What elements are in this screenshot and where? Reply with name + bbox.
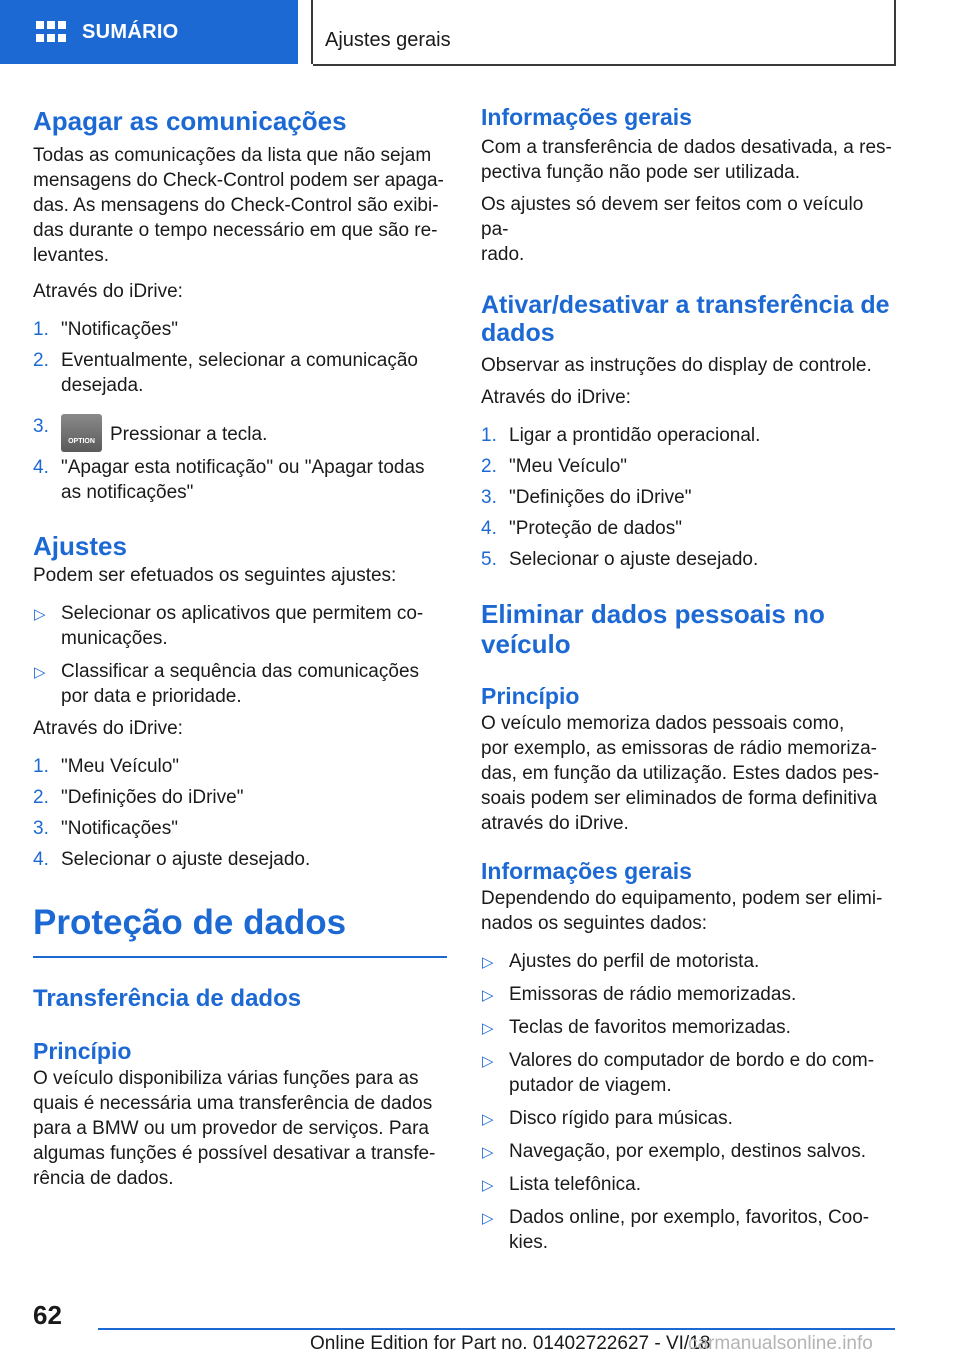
- eliminar-info-body: Dependendo do equipamento, podem ser elimi- nados os seguintes dados:: [481, 888, 883, 934]
- option-button-icon: [61, 414, 102, 452]
- list-item: 4. "Proteção de dados": [481, 518, 682, 539]
- list-item: ▷ Teclas de favoritos memorizadas.: [481, 1015, 895, 1040]
- list-item: ▷ Emissoras de rádio memorizadas.: [481, 982, 895, 1007]
- list-item: 2. "Definições do iDrive": [33, 787, 244, 808]
- list-item: ▷ Lista telefônica.: [481, 1172, 895, 1197]
- bullet-triangle-icon: ▷: [482, 1020, 494, 1037]
- heading-principio-eliminar: Princípio: [481, 683, 580, 709]
- toc-button[interactable]: [0, 0, 298, 64]
- right-column: [481, 100, 895, 1255]
- apagar-body: Todas as comunicações da lista que não sejam mensagens do Check-Control podem ser apaga- das. As mensagens do Check-Control são exibi- das durante o tempo necessário em que são re- levantes.: [33, 145, 444, 266]
- heading-transferencia: Transferência de dados: [33, 985, 302, 1012]
- bullet-triangle-icon: ▷: [482, 987, 494, 1004]
- bullet-triangle-icon: ▷: [34, 606, 46, 623]
- page-number: 62: [33, 1300, 62, 1330]
- principio-body: O veículo disponibiliza várias funções para as quais é necessária uma transferência de dados para a BMW ou um provedor de serviços. Para algumas funções é possível desativar a transfe- rência de dados.: [33, 1068, 436, 1189]
- list-item: 3. "Notificações": [33, 818, 178, 839]
- section-title: Ajustes gerais: [325, 29, 451, 51]
- list-item: ▷ Classificar a sequência das comunicações por data e prioridade.: [34, 661, 420, 707]
- list-item: 4. "Apagar esta notificação" ou "Apagar todas as notificações": [33, 457, 425, 503]
- list-item: ▷ Disco rígido para músicas.: [481, 1106, 895, 1131]
- ativar-via: Através do iDrive:: [481, 387, 631, 408]
- ativar-steps: [481, 423, 895, 572]
- heading-principio: Princípio: [33, 1038, 132, 1064]
- footer-rule: [98, 1328, 895, 1330]
- watermark: carmanualsonline.info: [688, 1333, 873, 1354]
- list-item: ▷ Valores do computador de bordo e do com- putador de viagem.: [482, 1050, 875, 1096]
- heading-eliminar: Eliminar dados pessoais no veículo: [481, 599, 825, 659]
- eliminar-bullets: [481, 949, 895, 1255]
- footer-edition: Online Edition for Part no. 01402722627 - VI/18: [310, 1333, 711, 1354]
- left-column: [33, 100, 447, 1191]
- bullet-triangle-icon: ▷: [482, 1111, 494, 1128]
- eliminar-principio-body: O veículo memoriza dados pessoais como, por exemplo, as emissoras de rádio memoriza- das, em função da utilização. Estes dados pes- soais podem ser eliminados de forma definitiva através do iDrive.: [481, 713, 880, 834]
- list-item: 1. "Meu Veículo": [33, 756, 180, 777]
- ativar-body: Observar as instruções do display de controle.: [481, 355, 872, 376]
- list-item: ▷ Ajustes do perfil de motorista.: [481, 949, 895, 974]
- toc-label: SUMÁRIO: [82, 20, 179, 43]
- bullet-triangle-icon: ▷: [482, 1177, 494, 1194]
- apagar-via: Através do iDrive:: [33, 281, 183, 302]
- heading-info-gerais: Informações gerais: [481, 104, 692, 130]
- list-item: 4. Selecionar o ajuste desejado.: [33, 849, 311, 870]
- list-item: 1. Ligar a prontidão operacional.: [481, 425, 761, 446]
- bullet-triangle-icon: ▷: [482, 954, 494, 971]
- list-item: ▷ Navegação, por exemplo, destinos salvos.: [481, 1139, 895, 1164]
- ajustes-bullets: [33, 601, 447, 709]
- bullet-triangle-icon: ▷: [482, 1053, 494, 1070]
- list-item: 1. "Notificações": [33, 319, 178, 340]
- ajustes-steps: [33, 754, 447, 872]
- bullet-triangle-icon: ▷: [482, 1210, 494, 1227]
- list-item: ▷ Dados online, por exemplo, favoritos, Coo- kies.: [482, 1207, 870, 1253]
- list-item: 2. Eventualmente, selecionar a comunicação desejada.: [33, 350, 418, 396]
- list-item: 3. "Definições do iDrive": [481, 487, 692, 508]
- heading-apagar: Apagar as comunicações: [33, 106, 347, 136]
- list-item: ▷ Selecionar os aplicativos que permitem co- municações.: [34, 603, 424, 649]
- heading-ativar: Ativar/desativar a transferência de dados: [481, 291, 890, 347]
- heading-protecao: Proteção de dados: [33, 903, 347, 942]
- info-p1: Com a transferência de dados desativada, a res- pectiva função não pode ser utilizada.: [481, 137, 892, 183]
- bullet-triangle-icon: ▷: [34, 664, 46, 681]
- apagar-steps: [33, 317, 447, 505]
- ajustes-intro: Podem ser efetuados os seguintes ajustes:: [33, 565, 397, 586]
- heading-ajustes: Ajustes: [33, 531, 127, 561]
- grid-menu-icon: [36, 21, 66, 43]
- bullet-triangle-icon: ▷: [482, 1144, 494, 1161]
- ajustes-via: Através do iDrive:: [33, 718, 183, 739]
- list-item: 3. OPTION Pressionar a tecla.: [33, 414, 447, 452]
- info-p2: Os ajustes só devem ser feitos com o veículo pa- rado.: [481, 194, 864, 265]
- heading-info-gerais-2: Informações gerais: [481, 858, 692, 884]
- list-item: 2. "Meu Veículo": [481, 456, 628, 477]
- list-item: 5. Selecionar o ajuste desejado.: [481, 549, 759, 570]
- section-rule: [33, 956, 447, 958]
